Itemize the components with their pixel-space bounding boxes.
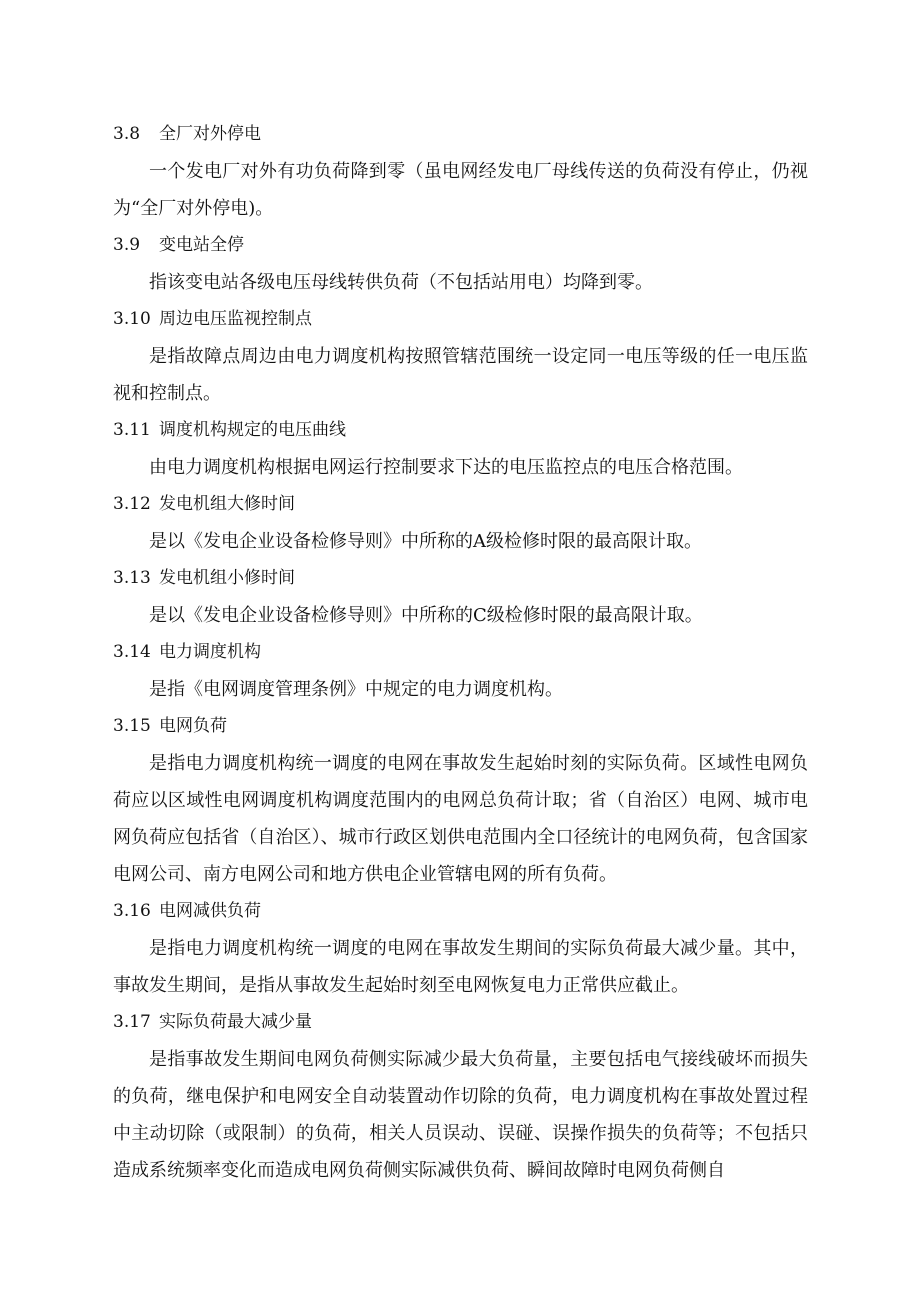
section-body: 是指《电网调度管理条例》中规定的电力调度机构。 [149, 679, 563, 700]
document-page [113, 116, 808, 1189]
section-title: 全厂对外停电 [159, 124, 261, 144]
section-number: 3.11 [113, 420, 151, 440]
section-title: 发电机组小修时间 [159, 568, 295, 588]
section-heading-3-10 [113, 301, 808, 338]
section-number: 3.12 [113, 494, 151, 514]
section-title: 电网减供负荷 [159, 901, 261, 921]
section-heading-3-14 [113, 634, 808, 671]
section-heading-3-17 [113, 1004, 808, 1041]
section-title: 电力调度机构 [159, 642, 261, 662]
section-body: 是指电力调度机构统一调度的电网在事故发生期间的实际负荷最大减少量。其中，事故发生期间，是指从事故发生起始时刻至电网恢复电力正常供应截止。 [113, 938, 808, 996]
section-heading-3-16 [113, 893, 808, 930]
section-body: 是指电力调度机构统一调度的电网在事故发生起始时刻的实际负荷。区域性电网负荷应以区域性电网调度机构调度范围内的电网总负荷计取；省（自治区）电网、城市电网负荷应包括省（自治区）、城市行政区划供电范围内全口径统计的电网负荷，包含国家电网公司、南方电网公司和地方供电企业管辖电网的所有负荷。 [113, 753, 808, 885]
section-number: 3.15 [113, 716, 151, 736]
section-body: 是指事故发生期间电网负荷侧实际减少最大负荷量，主要包括电气接线破坏而损失的负荷，继电保护和电网安全自动装置动作切除的负荷，电力调度机构在事故处置过程中主动切除（或限制）的负荷，相关人员误动、误碰、误操作损失的负荷等；不包括只造成系统频率变化而造成电网负荷侧实际减供负荷、瞬间故障时电网负荷侧自 [113, 1049, 808, 1181]
section-title: 电网负荷 [159, 716, 227, 736]
section-number: 3.9 [113, 235, 141, 255]
section-body: 由电力调度机构根据电网运行控制要求下达的电压监控点的电压合格范围。 [149, 457, 743, 478]
section-body: 一个发电厂对外有功负荷降到零（虽电网经发电厂母线传送的负荷没有停止，仍视为“全厂对外停电)。 [113, 161, 808, 219]
section-title: 变电站全停 [159, 235, 244, 255]
section-body: 是指故障点周边由电力调度机构按照管辖范围统一设定同一电压等级的任一电压监视和控制点。 [113, 346, 808, 404]
section-number: 3.10 [113, 309, 151, 329]
section-number: 3.14 [113, 642, 151, 662]
section-heading-3-8 [113, 116, 808, 153]
section-heading-3-11 [113, 412, 808, 449]
section-heading-3-9 [113, 227, 808, 264]
section-number: 3.8 [113, 124, 141, 144]
section-body: 是以《发电企业设备检修导则》中所称的C级检修时限的最高限计取。 [149, 605, 703, 626]
section-heading-3-15 [113, 708, 808, 745]
section-heading-3-12 [113, 486, 808, 523]
section-body: 是以《发电企业设备检修导则》中所称的A级检修时限的最高限计取。 [149, 531, 702, 552]
section-number: 3.17 [113, 1012, 151, 1032]
section-number: 3.16 [113, 901, 151, 921]
section-title: 调度机构规定的电压曲线 [159, 420, 346, 440]
section-heading-3-13 [113, 560, 808, 597]
section-title: 发电机组大修时间 [159, 494, 295, 514]
section-number: 3.13 [113, 568, 151, 588]
section-body: 指该变电站各级电压母线转供负荷（不包括站用电）均降到零。 [149, 272, 653, 293]
section-title: 周边电压监视控制点 [159, 309, 312, 329]
section-title: 实际负荷最大减少量 [159, 1012, 312, 1032]
